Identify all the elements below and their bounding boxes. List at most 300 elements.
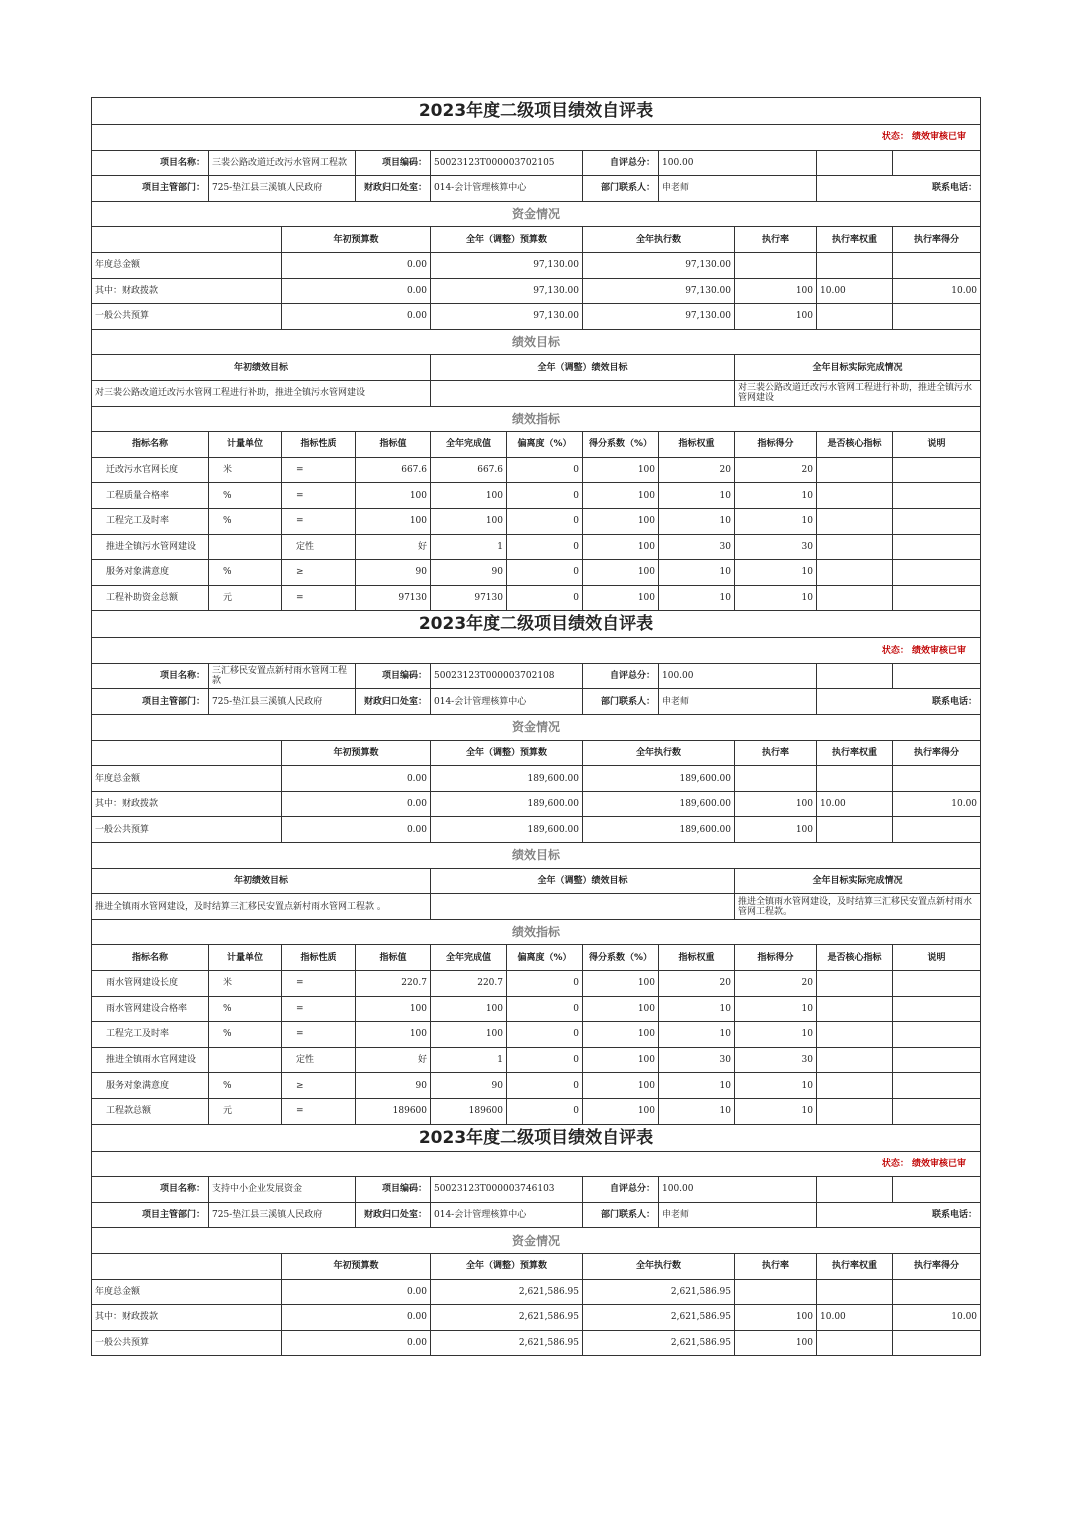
status-row [92, 638, 981, 664]
indicator-done: 100 [431, 996, 507, 1022]
self-score-value: 100.00 [659, 150, 817, 176]
goal-header-actual: 全年目标实际完成情况 [735, 355, 981, 381]
indicators-section-title: 绩效指标 [92, 919, 981, 945]
indicators-section-row [92, 406, 981, 432]
indicator-note [893, 483, 981, 509]
goals-content-row [92, 894, 981, 920]
indicator-deviation: 0 [507, 1022, 583, 1048]
indicator-unit: % [209, 560, 282, 586]
indicator-weight: 20 [659, 971, 735, 997]
funds-weight [817, 1279, 893, 1305]
indicator-target: 90 [356, 1073, 431, 1099]
indicator-header-done: 全年完成值 [431, 432, 507, 458]
funds-header-row [92, 1253, 981, 1279]
form-title-row [92, 611, 981, 638]
indicator-done: 97130 [431, 585, 507, 611]
indicator-core [817, 1047, 893, 1073]
funds-name: 年度总金额 [92, 252, 282, 278]
form-title: 2023年度二级项目绩效自评表 [92, 611, 981, 638]
indicator-note [893, 1047, 981, 1073]
indicator-coefficient: 100 [583, 457, 659, 483]
project-code-label: 项目编码： [356, 663, 431, 689]
indicator-weight: 10 [659, 1098, 735, 1124]
funds-score: 10.00 [893, 1305, 981, 1331]
indicator-note [893, 996, 981, 1022]
indicator-header-dev: 偏离度（%） [507, 432, 583, 458]
indicator-score: 10 [735, 585, 817, 611]
indicator-row [92, 1022, 981, 1048]
funds-initial: 0.00 [282, 791, 431, 817]
funds-executed: 189,600.00 [583, 791, 735, 817]
indicator-unit: 米 [209, 971, 282, 997]
empty-cell [817, 1177, 893, 1203]
indicator-header-core: 是否核心指标 [817, 432, 893, 458]
funds-score [893, 304, 981, 330]
indicator-score: 10 [735, 1098, 817, 1124]
funds-adjusted: 189,600.00 [431, 766, 583, 792]
indicator-coefficient: 100 [583, 1047, 659, 1073]
project-info-row [92, 663, 981, 689]
goals-content-row [92, 380, 981, 406]
indicator-note [893, 1073, 981, 1099]
goals-section-title: 绩效目标 [92, 329, 981, 355]
indicator-target: 667.6 [356, 457, 431, 483]
indicator-weight: 20 [659, 457, 735, 483]
self-score-value: 100.00 [659, 663, 817, 689]
funds-executed: 2,621,586.95 [583, 1305, 735, 1331]
indicator-deviation: 0 [507, 560, 583, 586]
self-score-label: 自评总分： [583, 1177, 659, 1203]
indicator-coefficient: 100 [583, 585, 659, 611]
project-code-value: 50023123T000003746103 [431, 1177, 583, 1203]
indicator-core [817, 1073, 893, 1099]
indicator-deviation: 0 [507, 971, 583, 997]
indicator-target: 好 [356, 534, 431, 560]
indicator-nature: = [282, 1098, 356, 1124]
indicator-note [893, 1098, 981, 1124]
indicators-header-row [92, 945, 981, 971]
indicator-score: 10 [735, 996, 817, 1022]
indicator-done: 100 [431, 508, 507, 534]
dept-value: 725-垫江县三溪镇人民政府 [209, 689, 356, 715]
indicator-weight: 10 [659, 1073, 735, 1099]
funds-row [92, 1305, 981, 1331]
funds-header-score: 执行率得分 [893, 1253, 981, 1279]
funds-header-row [92, 227, 981, 253]
funds-header-rate: 执行率 [735, 740, 817, 766]
indicator-core [817, 457, 893, 483]
status-text: 状态： 绩效审核已审 [92, 1151, 981, 1177]
indicator-nature: = [282, 508, 356, 534]
funds-row [92, 304, 981, 330]
funds-score: 10.00 [893, 278, 981, 304]
indicator-row [92, 1047, 981, 1073]
empty-cell [893, 150, 981, 176]
indicator-header-nature: 指标性质 [282, 432, 356, 458]
indicator-nature: ≥ [282, 1073, 356, 1099]
funds-name: 其中：财政拨款 [92, 791, 282, 817]
indicator-done: 90 [431, 1073, 507, 1099]
indicator-name: 工程质量合格率 [92, 483, 209, 509]
funds-header-weight: 执行率权重 [817, 740, 893, 766]
indicator-weight: 10 [659, 508, 735, 534]
finance-office-value: 014-会计管理核算中心 [431, 1202, 583, 1228]
indicator-header-unit: 计量单位 [209, 945, 282, 971]
indicator-done: 220.7 [431, 971, 507, 997]
funds-adjusted: 97,130.00 [431, 278, 583, 304]
dept-info-row [92, 689, 981, 715]
indicator-target: 100 [356, 508, 431, 534]
funds-row [92, 252, 981, 278]
indicator-core [817, 996, 893, 1022]
finance-office-label: 财政归口处室： [356, 176, 431, 202]
funds-section-row [92, 201, 981, 227]
indicator-done: 667.6 [431, 457, 507, 483]
indicator-core [817, 1022, 893, 1048]
dept-label: 项目主管部门： [92, 1202, 209, 1228]
indicator-row [92, 971, 981, 997]
funds-name: 其中：财政拨款 [92, 278, 282, 304]
funds-initial: 0.00 [282, 1305, 431, 1331]
indicator-header-name: 指标名称 [92, 945, 209, 971]
indicator-nature: 定性 [282, 534, 356, 560]
indicator-score: 20 [735, 971, 817, 997]
indicator-note [893, 457, 981, 483]
indicator-score: 10 [735, 508, 817, 534]
funds-row [92, 1279, 981, 1305]
indicator-header-nature: 指标性质 [282, 945, 356, 971]
indicator-row [92, 1098, 981, 1124]
funds-adjusted: 97,130.00 [431, 304, 583, 330]
indicator-unit: % [209, 508, 282, 534]
funds-executed: 97,130.00 [583, 304, 735, 330]
empty-cell [92, 740, 282, 766]
indicator-header-note: 说明 [893, 432, 981, 458]
funds-executed: 2,621,586.95 [583, 1330, 735, 1356]
indicator-target: 100 [356, 483, 431, 509]
indicator-note [893, 560, 981, 586]
funds-row [92, 766, 981, 792]
funds-initial: 0.00 [282, 817, 431, 843]
indicator-name: 工程完工及时率 [92, 508, 209, 534]
indicator-name: 工程完工及时率 [92, 1022, 209, 1048]
indicator-name: 雨水管网建设长度 [92, 971, 209, 997]
indicator-nature: = [282, 585, 356, 611]
funds-header-score: 执行率得分 [893, 740, 981, 766]
goals-header-row [92, 868, 981, 894]
indicator-note [893, 1022, 981, 1048]
goal-initial: 对三裴公路改道迁改污水管网工程进行补助，推进全镇污水管网建设 [92, 380, 431, 406]
indicator-header-weight: 指标权重 [659, 432, 735, 458]
indicator-note [893, 585, 981, 611]
indicator-header-coef: 得分系数（%） [583, 432, 659, 458]
funds-rate [735, 252, 817, 278]
indicator-nature: 定性 [282, 1047, 356, 1073]
funds-header-initial: 年初预算数 [282, 740, 431, 766]
indicator-unit: % [209, 996, 282, 1022]
funds-rate: 100 [735, 791, 817, 817]
funds-adjusted: 189,600.00 [431, 791, 583, 817]
phone-label: 联系电话： [817, 176, 981, 202]
funds-section-row [92, 715, 981, 741]
indicator-coefficient: 100 [583, 996, 659, 1022]
indicator-note [893, 534, 981, 560]
funds-adjusted: 2,621,586.95 [431, 1305, 583, 1331]
dept-info-row [92, 176, 981, 202]
funds-header-rate: 执行率 [735, 227, 817, 253]
funds-header-executed: 全年执行数 [583, 740, 735, 766]
indicator-note [893, 971, 981, 997]
funds-adjusted: 189,600.00 [431, 817, 583, 843]
funds-weight [817, 766, 893, 792]
funds-name: 其中：财政拨款 [92, 1305, 282, 1331]
indicator-deviation: 0 [507, 996, 583, 1022]
funds-header-initial: 年初预算数 [282, 227, 431, 253]
funds-adjusted: 97,130.00 [431, 252, 583, 278]
empty-cell [893, 663, 981, 689]
funds-name: 年度总金额 [92, 1279, 282, 1305]
indicator-header-weight: 指标权重 [659, 945, 735, 971]
indicator-nature: ≥ [282, 560, 356, 586]
empty-cell [817, 663, 893, 689]
form-title-row [92, 1124, 981, 1151]
funds-header-adjusted: 全年（调整）预算数 [431, 740, 583, 766]
indicator-deviation: 0 [507, 1047, 583, 1073]
indicator-done: 189600 [431, 1098, 507, 1124]
funds-score: 10.00 [893, 791, 981, 817]
indicator-unit: 元 [209, 1098, 282, 1124]
goal-adjusted [431, 894, 735, 920]
indicator-row [92, 560, 981, 586]
funds-adjusted: 2,621,586.95 [431, 1330, 583, 1356]
goal-header-adjusted: 全年（调整）绩效目标 [431, 355, 735, 381]
indicator-unit: % [209, 1073, 282, 1099]
indicator-weight: 10 [659, 483, 735, 509]
goal-actual: 推进全镇雨水管网建设，及时结算三汇移民安置点新村雨水管网工程款。 [735, 894, 981, 920]
indicator-nature: = [282, 457, 356, 483]
funds-rate [735, 1279, 817, 1305]
indicator-core [817, 560, 893, 586]
status-row [92, 1151, 981, 1177]
goal-header-initial: 年初绩效目标 [92, 868, 431, 894]
indicator-core [817, 534, 893, 560]
indicator-score: 10 [735, 483, 817, 509]
funds-name: 一般公共预算 [92, 1330, 282, 1356]
indicator-header-target: 指标值 [356, 432, 431, 458]
indicator-unit: 米 [209, 457, 282, 483]
funds-header-executed: 全年执行数 [583, 227, 735, 253]
status-text: 状态： 绩效审核已审 [92, 125, 981, 151]
self-score-label: 自评总分： [583, 663, 659, 689]
indicator-score: 30 [735, 1047, 817, 1073]
project-info-row [92, 1177, 981, 1203]
indicator-nature: = [282, 483, 356, 509]
indicator-core [817, 1098, 893, 1124]
funds-header-weight: 执行率权重 [817, 1253, 893, 1279]
indicator-target: 90 [356, 560, 431, 586]
indicator-weight: 10 [659, 585, 735, 611]
funds-row [92, 278, 981, 304]
funds-row [92, 1330, 981, 1356]
funds-score [893, 766, 981, 792]
indicator-unit [209, 534, 282, 560]
funds-rate: 100 [735, 817, 817, 843]
indicator-unit [209, 1047, 282, 1073]
funds-adjusted: 2,621,586.95 [431, 1279, 583, 1305]
project-name-label: 项目名称： [92, 150, 209, 176]
funds-name: 一般公共预算 [92, 304, 282, 330]
contact-label: 部门联系人： [583, 689, 659, 715]
funds-initial: 0.00 [282, 766, 431, 792]
empty-cell [817, 150, 893, 176]
funds-score [893, 1330, 981, 1356]
indicator-score: 20 [735, 457, 817, 483]
goals-header-row [92, 355, 981, 381]
funds-executed: 97,130.00 [583, 252, 735, 278]
evaluation-table [91, 97, 981, 1356]
funds-initial: 0.00 [282, 278, 431, 304]
indicator-deviation: 0 [507, 1098, 583, 1124]
indicator-nature: = [282, 996, 356, 1022]
funds-executed: 189,600.00 [583, 766, 735, 792]
indicator-done: 1 [431, 1047, 507, 1073]
indicator-row [92, 585, 981, 611]
funds-header-row [92, 740, 981, 766]
funds-row [92, 817, 981, 843]
funds-header-weight: 执行率权重 [817, 227, 893, 253]
funds-header-initial: 年初预算数 [282, 1253, 431, 1279]
funds-name: 年度总金额 [92, 766, 282, 792]
funds-name: 一般公共预算 [92, 817, 282, 843]
funds-weight [817, 817, 893, 843]
indicator-core [817, 585, 893, 611]
empty-cell [92, 227, 282, 253]
indicator-score: 30 [735, 534, 817, 560]
indicator-row [92, 534, 981, 560]
funds-header-executed: 全年执行数 [583, 1253, 735, 1279]
funds-rate: 100 [735, 1330, 817, 1356]
status-text: 状态： 绩效审核已审 [92, 638, 981, 664]
funds-section-title: 资金情况 [92, 201, 981, 227]
indicator-weight: 10 [659, 560, 735, 586]
empty-cell [893, 1177, 981, 1203]
dept-info-row [92, 1202, 981, 1228]
dept-value: 725-垫江县三溪镇人民政府 [209, 176, 356, 202]
indicator-done: 100 [431, 1022, 507, 1048]
indicator-header-coef: 得分系数（%） [583, 945, 659, 971]
project-name-label: 项目名称： [92, 1177, 209, 1203]
indicator-name: 迁改污水官网长度 [92, 457, 209, 483]
indicator-core [817, 971, 893, 997]
contact-value: 申老师 [659, 176, 817, 202]
funds-executed: 97,130.00 [583, 278, 735, 304]
contact-value: 申老师 [659, 689, 817, 715]
dept-label: 项目主管部门： [92, 176, 209, 202]
funds-rate: 100 [735, 1305, 817, 1331]
funds-section-title: 资金情况 [92, 1228, 981, 1254]
indicator-header-score: 指标得分 [735, 945, 817, 971]
indicator-weight: 30 [659, 534, 735, 560]
indicator-core [817, 508, 893, 534]
indicator-score: 10 [735, 560, 817, 586]
indicator-target: 189600 [356, 1098, 431, 1124]
funds-weight: 10.00 [817, 1305, 893, 1331]
goal-initial: 推进全镇雨水管网建设，及时结算三汇移民安置点新村雨水管网工程款 。 [92, 894, 431, 920]
funds-header-score: 执行率得分 [893, 227, 981, 253]
indicator-target: 97130 [356, 585, 431, 611]
indicator-coefficient: 100 [583, 971, 659, 997]
funds-rate: 100 [735, 278, 817, 304]
dept-value: 725-垫江县三溪镇人民政府 [209, 1202, 356, 1228]
funds-header-adjusted: 全年（调整）预算数 [431, 227, 583, 253]
status-row [92, 125, 981, 151]
indicator-deviation: 0 [507, 457, 583, 483]
indicator-note [893, 508, 981, 534]
funds-row [92, 791, 981, 817]
project-code-value: 50023123T000003702105 [431, 150, 583, 176]
indicator-row [92, 483, 981, 509]
indicator-weight: 10 [659, 996, 735, 1022]
indicator-coefficient: 100 [583, 1098, 659, 1124]
indicator-coefficient: 100 [583, 560, 659, 586]
indicator-done: 90 [431, 560, 507, 586]
funds-score [893, 1279, 981, 1305]
evaluation-sheet [91, 97, 980, 1356]
form-title: 2023年度二级项目绩效自评表 [92, 1124, 981, 1151]
indicator-row [92, 1073, 981, 1099]
goal-adjusted [431, 380, 735, 406]
indicator-header-score: 指标得分 [735, 432, 817, 458]
goal-header-initial: 年初绩效目标 [92, 355, 431, 381]
finance-office-label: 财政归口处室： [356, 1202, 431, 1228]
finance-office-label: 财政归口处室： [356, 689, 431, 715]
project-code-label: 项目编码： [356, 1177, 431, 1203]
project-name-value: 支持中小企业发展资金 [209, 1177, 356, 1203]
indicators-section-title: 绩效指标 [92, 406, 981, 432]
indicator-coefficient: 100 [583, 1073, 659, 1099]
indicator-header-name: 指标名称 [92, 432, 209, 458]
indicator-header-dev: 偏离度（%） [507, 945, 583, 971]
indicator-deviation: 0 [507, 508, 583, 534]
indicator-deviation: 0 [507, 585, 583, 611]
indicator-target: 100 [356, 1022, 431, 1048]
goals-section-title: 绩效目标 [92, 843, 981, 869]
project-name-value: 三汇移民安置点新村雨水管网工程款 [209, 663, 356, 689]
project-code-label: 项目编码： [356, 150, 431, 176]
goals-section-row [92, 329, 981, 355]
indicator-target: 220.7 [356, 971, 431, 997]
indicator-name: 工程款总额 [92, 1098, 209, 1124]
finance-office-value: 014-会计管理核算中心 [431, 176, 583, 202]
indicator-weight: 30 [659, 1047, 735, 1073]
funds-rate [735, 766, 817, 792]
indicator-target: 好 [356, 1047, 431, 1073]
project-code-value: 50023123T000003702108 [431, 663, 583, 689]
funds-weight [817, 252, 893, 278]
funds-initial: 0.00 [282, 252, 431, 278]
indicator-nature: = [282, 971, 356, 997]
indicator-done: 100 [431, 483, 507, 509]
funds-score [893, 252, 981, 278]
funds-header-adjusted: 全年（调整）预算数 [431, 1253, 583, 1279]
indicator-target: 100 [356, 996, 431, 1022]
phone-label: 联系电话： [817, 1202, 981, 1228]
indicator-header-note: 说明 [893, 945, 981, 971]
indicator-name: 推进全镇雨水官网建设 [92, 1047, 209, 1073]
indicator-coefficient: 100 [583, 1022, 659, 1048]
indicator-unit: % [209, 483, 282, 509]
funds-header-rate: 执行率 [735, 1253, 817, 1279]
